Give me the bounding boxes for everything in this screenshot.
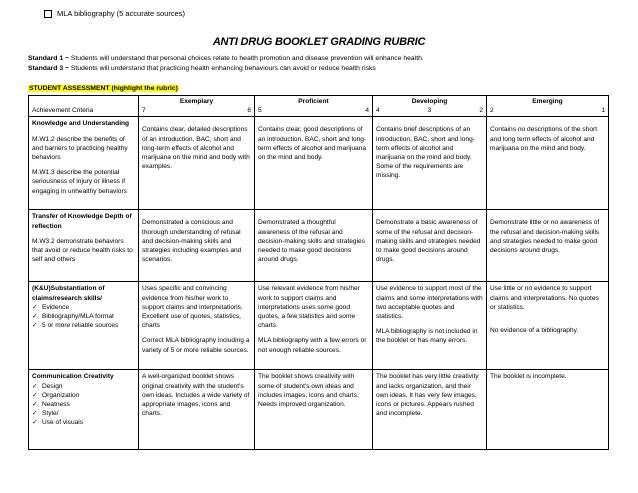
level-header-proficient: Proficient 5 4 (255, 96, 373, 117)
rubric-cell: The booklet shows creativity with some of student's own ideas and includes images, icons and charts. Needs improved organization. (255, 370, 373, 450)
rubric-cell: Use little or no evidence to support claims and interpretations. No quotes or statistics. No evidence of a bibliography. (487, 282, 609, 370)
rubric-row-communication (29, 370, 609, 450)
standard-1: Standard 1 ~ Students will understand that personal choices relate to health promotion and disease prevention will enhance health. (28, 55, 424, 62)
rubric-cell: Demonstrated a conscious and thorough understanding of refusal and decision-making skills and strategies including examples and scenarios. (139, 210, 255, 282)
rubric-cell: The booklet is incomplete. (487, 370, 609, 450)
check-item: ✓ Bibliography/MLA format (32, 313, 114, 321)
rubric-cell: Uses specific and convincing evidence from his/her work to support claims and interpretations. Excellent use of quotes, statistics, charts Correct MLA bibliography including a variety of 5 or more reliable sources. (139, 282, 255, 370)
rubric-row-transfer (29, 210, 609, 282)
checkmark-icon: ✓ (32, 303, 38, 311)
rubric-cell: Demonstrated a thoughtful awareness of the refusal and decision-making skills and strategies needed to make good decisions around drugs. (255, 210, 373, 282)
checklist-item-label: MLA bibliography (5 accurate sources) (57, 9, 185, 18)
student-assessment-label: STUDENT ASSESSMENT (highlight the rubric) (29, 85, 178, 92)
rubric-cell: Use evidence to support most of the claims and some interpretations with two acceptable quotes and statistics. MLA bibliography is not included in the booklet or has many errors. (373, 282, 487, 370)
check-item: ✓ Neatness (32, 401, 70, 409)
rubric-row-substantiation (29, 282, 609, 370)
rubric-cell: Contains no descriptions of the short and long term effects of alcohol and marijuana on the mind and body. (487, 117, 609, 210)
check-item: ✓ 5 or more reliable sources (32, 322, 119, 330)
check-item: ✓ Organization (32, 391, 80, 399)
criterion-cell: Communication Creativity ✓ Design ✓ Organization ✓ Neatness ✓ Style/ ✓ Use of visuals (29, 370, 139, 450)
standards-list (28, 54, 424, 74)
rubric-cell: Contains clear, good descriptions of an introduction, BAC, short and long-term effects of alcohol and marijuana on the mind and body. (255, 117, 373, 210)
criterion-cell: Knowledge and Understanding M.W1.2 describe the benefits of and barriers to practicing healthy behaviors M.W1.3 describe the potential seriousness of injury or illness if engaging in unhealthy behaviors (29, 117, 139, 210)
checkmark-icon: ✓ (32, 401, 38, 409)
rubric-cell: Contains clear, detailed descriptions of an introduction, BAC, short and long-term effects of alcohol and marijuana on the mind and body with examples. (139, 117, 255, 210)
rubric-cell: Use relevant evidence from his/her work to support claims and interpretations uses some good quotes, a few statistics and some charts. MLA bibliography with a few errors or not enough reliable sources. (255, 282, 373, 370)
rubric-cell: Contains brief descriptions of an introduction, BAC, short and long-term effects of alcohol and marijuana on the mind and body. Some of the requirements are missing. (373, 117, 487, 210)
rubric-header-row (29, 96, 609, 117)
check-item: ✓ Evidence (32, 303, 70, 311)
check-item: ✓ Use of visuals (32, 419, 84, 427)
level-header-emerging: Emerging 2 1 (487, 96, 609, 117)
checkmark-icon: ✓ (32, 382, 38, 390)
page-title: ANTI DRUG BOOKLET GRADING RUBRIC (212, 36, 426, 48)
rubric-row-knowledge (29, 117, 609, 210)
level-header-exemplary: Exemplary 7 6 (139, 96, 255, 117)
checkbox-icon (44, 10, 52, 18)
checkmark-icon: ✓ (32, 322, 38, 330)
checklist-item (44, 9, 185, 18)
standard-3: Standard 3 ~ Students will understand that practicing health enhancing behaviours can avoid or reduce health risks (28, 65, 376, 72)
rubric-cell: Demonstrate a basic awareness of some of the refusal and decision-making skills and strategies needed to make good decisions around drugs. (373, 210, 487, 282)
rubric-cell: A well-organized booklet shows original creativity with the student's own ideas. Includes a wide variety of appropriate images, icons and charts. (139, 370, 255, 450)
checkmark-icon: ✓ (32, 313, 38, 321)
criterion-cell: Transfer of Knowledge Depth of reflection M.W3.2 demonstrate behaviors that avoid or reduce health risks to self and others (29, 210, 139, 282)
level-header-developing: Developing 4 3 2 (373, 96, 487, 117)
rubric-cell: Demonstrate little or no awareness of the refusal and decision-making skills and strategies needed to make good decisions around drugs. (487, 210, 609, 282)
check-item: ✓ Design (32, 382, 63, 390)
checkmark-icon: ✓ (32, 391, 38, 399)
check-item: ✓ Style/ (32, 410, 59, 418)
rubric-table (28, 95, 609, 450)
criteria-header: Achievement Criteria (29, 96, 139, 117)
rubric-cell: The booklet has very little creativity and lacks organization, and their own ideas. It has very few images, icons or pictures. Appears rushed and incomplete. (373, 370, 487, 450)
checkmark-icon: ✓ (32, 410, 38, 418)
criterion-cell: (K&U)Substantiation of claims/research skills/ ✓ Evidence ✓ Bibliography/MLA format ✓ 5 or more reliable sources (29, 282, 139, 370)
checkmark-icon: ✓ (32, 419, 38, 427)
